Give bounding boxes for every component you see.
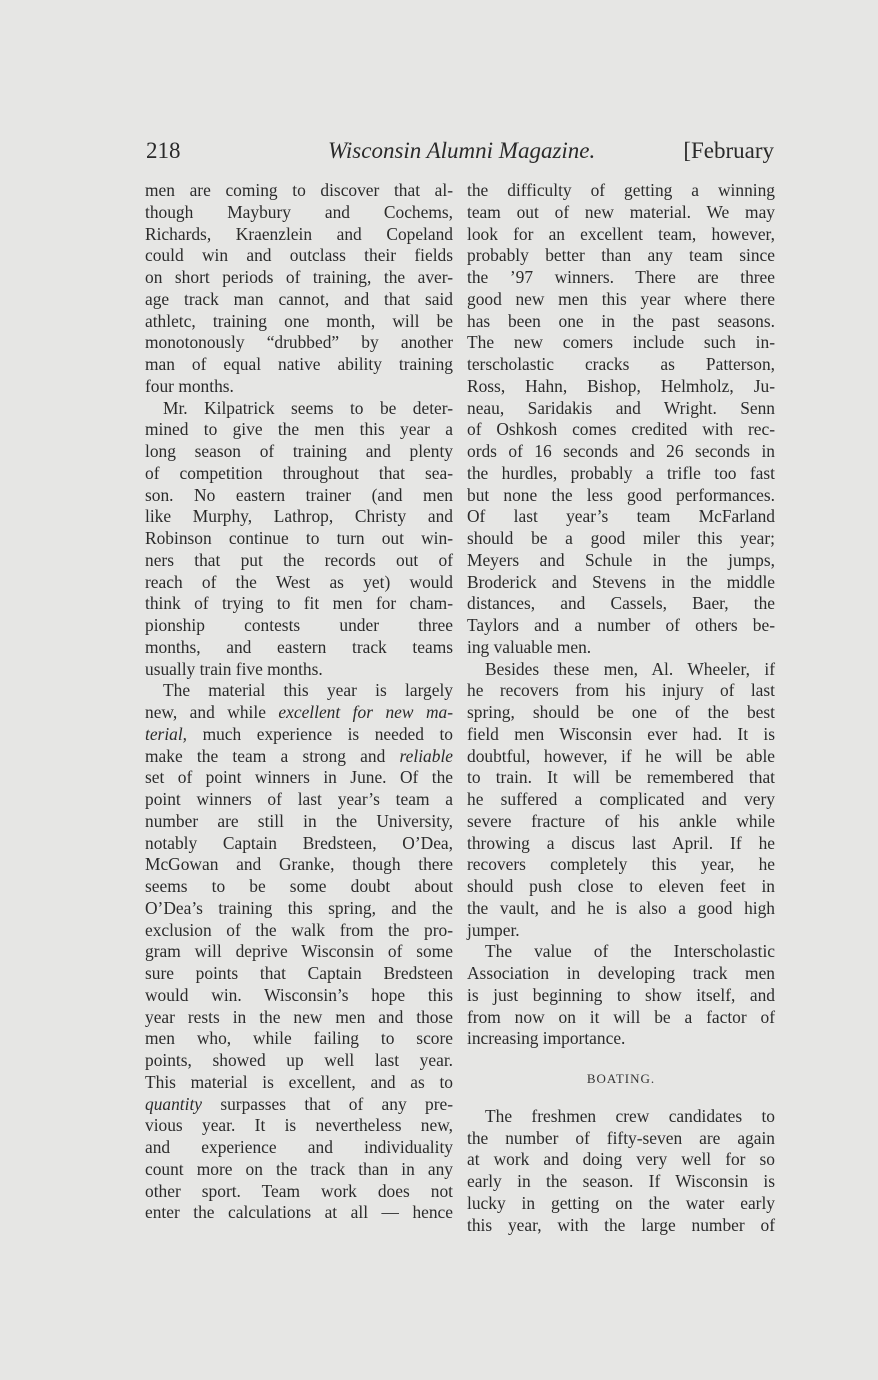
text-line: son. No eastern trainer (and men <box>145 484 453 505</box>
text-line: year rests in the new men and those <box>145 1006 453 1027</box>
text-line: age track man cannot, and that said <box>145 288 453 309</box>
text-line: months, and eastern track teams <box>145 636 453 657</box>
text-line: spring, should be one of the best <box>467 702 775 722</box>
text-line: has been one in the past seasons. <box>467 310 775 331</box>
text-line: field men Wisconsin ever had. It is <box>467 723 775 744</box>
text-line: men who, while failing to score <box>145 1028 453 1049</box>
text-line: Broderick and Stevens in the middle <box>467 571 775 592</box>
text-line: usually train five months. <box>145 658 323 679</box>
text-line: This material is excellent, and as to <box>145 1071 453 1092</box>
text-line: neau, Saridakis and Wright. Senn <box>467 397 775 418</box>
text-line: like Murphy, Lathrop, Christy and <box>145 506 453 527</box>
paragraph <box>467 941 775 1050</box>
text-line: exclusion of the walk from the pro- <box>145 919 453 940</box>
text-line: should be a good miler this year; <box>467 528 775 548</box>
text-line: men are coming to discover that al- <box>145 180 453 200</box>
text-line: long season of training and plenty <box>145 441 453 461</box>
text-line: team out of new material. We may <box>467 201 775 222</box>
issue-month: [February <box>683 138 774 163</box>
text-line: Richards, Kraenzlein and Copeland <box>145 223 453 244</box>
text-line: man of equal native ability training <box>145 354 453 374</box>
right-column <box>467 180 775 1236</box>
text-line: distances, and Cassels, Baer, the <box>467 593 775 614</box>
text-line: Besides these men, Al. Wheeler, if <box>485 658 775 679</box>
text-line: the difficulty of getting a winning <box>467 180 775 200</box>
text-line: gram will deprive Wisconsin of some <box>145 941 453 962</box>
text-line: the hurdles, probably a trifle too fast <box>467 462 775 483</box>
text-line: early in the season. If Wisconsin is <box>467 1171 775 1191</box>
text-block <box>145 767 453 1093</box>
text-line: he suffered a complicated and very <box>467 789 775 809</box>
italic-span: terial, <box>145 723 188 744</box>
text-line <box>145 746 453 768</box>
text-line: number are still in the University, <box>145 810 453 831</box>
text-line: The new comers include such in- <box>467 332 775 353</box>
text-span: surpasses that of any pre- <box>202 1093 453 1114</box>
text-line: but none the less good performances. <box>467 484 775 505</box>
text-line: four months. <box>145 375 234 396</box>
text-line: ords of 16 seconds and 26 seconds in <box>467 441 775 461</box>
paragraph <box>145 180 453 398</box>
text-line: though Maybury and Cochems, <box>145 201 453 222</box>
text-line: points, showed up well last year. <box>145 1050 453 1070</box>
text-line: monotonously “drubbed” by another <box>145 332 453 353</box>
text-line: McGowan and Granke, though there <box>145 854 453 875</box>
text-line: Robinson continue to turn out win- <box>145 528 453 548</box>
text-line: the vault, and he is also a good high <box>467 897 775 918</box>
text-line: O’Dea’s training this spring, and the <box>145 897 453 918</box>
text-line: throwing a discus last April. If he <box>467 832 775 853</box>
page-header <box>146 138 774 168</box>
text-line: Mr. Kilpatrick seems to be deter- <box>163 397 453 418</box>
text-line: probably better than any team since <box>467 245 775 266</box>
text-line: athletc, training one month, will be <box>145 310 453 331</box>
text-line: notably Captain Bredsteen, O’Dea, <box>145 832 453 853</box>
text-line: sure points that Captain Bredsteen <box>145 963 453 983</box>
text-line: severe fracture of his ankle while <box>467 810 775 831</box>
text-line: The material this year is largely <box>163 680 453 701</box>
text-line: lucky in getting on the water early <box>467 1192 775 1213</box>
page-number: 218 <box>146 138 181 163</box>
magazine-title: Wisconsin Alumni Magazine. <box>328 138 596 163</box>
text-line: of Oshkosh comes credited with rec- <box>467 419 775 440</box>
text-line <box>145 1094 453 1116</box>
text-line: look for an excellent team, however, <box>467 223 775 244</box>
left-column <box>145 180 453 1224</box>
text-line: this year, with the large number of <box>467 1214 775 1235</box>
text-line: the number of fifty-seven are again <box>467 1127 775 1148</box>
text-line: seems to be some doubt about <box>145 876 453 896</box>
text-line: ing valuable men. <box>467 636 592 657</box>
text-line: pionship contests under three <box>145 615 453 635</box>
text-line: terscholastic cracks as Patterson, <box>467 354 775 374</box>
text-line: ners that put the records out of <box>145 549 453 570</box>
text-line: vious year. It is nevertheless new, <box>145 1115 453 1136</box>
text-line: Taylors and a number of others be- <box>467 615 775 635</box>
text-block <box>145 1115 453 1224</box>
text-line <box>145 724 453 746</box>
text-line: Association in developing track men <box>467 963 775 983</box>
paragraph <box>467 180 775 659</box>
text-line: of competition throughout that sea- <box>145 462 453 483</box>
text-line: would win. Wisconsin’s hope this <box>145 984 453 1005</box>
text-span: make the team a strong and <box>145 745 400 766</box>
text-line: point winners of last year’s team a <box>145 789 453 809</box>
italic-span: quantity <box>145 1093 202 1114</box>
text-line: he recovers from his injury of last <box>467 680 775 701</box>
text-line: mined to give the men this year a <box>145 419 453 440</box>
text-line: enter the calculations at all — hence <box>145 1202 453 1223</box>
text-line: jumper. <box>467 919 520 940</box>
text-line: set of point winners in June. Of the <box>145 767 453 788</box>
text-line: doubtful, however, if he will be able <box>467 745 775 766</box>
paragraph <box>145 680 453 1224</box>
text-line: from now on it will be a factor of <box>467 1006 775 1027</box>
text-line: think of trying to fit men for cham- <box>145 593 453 614</box>
text-line: at work and doing very well for so <box>467 1149 775 1170</box>
italic-span: reliable <box>399 745 453 766</box>
paragraph <box>467 1106 775 1237</box>
text-line: reach of the West as yet) would <box>145 571 453 592</box>
text-line: recovers completely this year, he <box>467 854 775 875</box>
text-line: Ross, Hahn, Bishop, Helmholz, Ju- <box>467 375 775 396</box>
text-line: and experience and individuality <box>145 1137 453 1157</box>
text-line: the ’97 winners. There are three <box>467 267 775 287</box>
text-line: increasing importance. <box>467 1028 626 1049</box>
text-line: good new men this year where there <box>467 288 775 309</box>
section-heading: BOATING. <box>586 1071 656 1086</box>
text-line: is just beginning to show itself, and <box>467 984 775 1005</box>
text-span: much experience is needed to <box>187 723 453 744</box>
text-line: Meyers and Schule in the jumps, <box>467 549 775 570</box>
text-span: new, and while <box>145 702 279 722</box>
text-line: other sport. Team work does not <box>145 1180 453 1201</box>
text-line: count more on the track than in any <box>145 1158 453 1179</box>
text-line: should push close to eleven feet in <box>467 876 775 896</box>
paragraph <box>145 398 453 681</box>
text-line: to train. It will be remembered that <box>467 767 775 788</box>
text-line: The value of the Interscholastic <box>485 941 775 962</box>
italic-span: excellent for new ma- <box>278 702 454 722</box>
text-line: could win and outclass their fields <box>145 245 453 266</box>
text-line: The freshmen crew candidates to <box>485 1105 775 1126</box>
text-line <box>145 702 453 724</box>
text-line: on short periods of training, the aver- <box>145 267 453 287</box>
text-line: Of last year’s team McFarland <box>467 506 775 527</box>
paragraph <box>467 659 775 942</box>
